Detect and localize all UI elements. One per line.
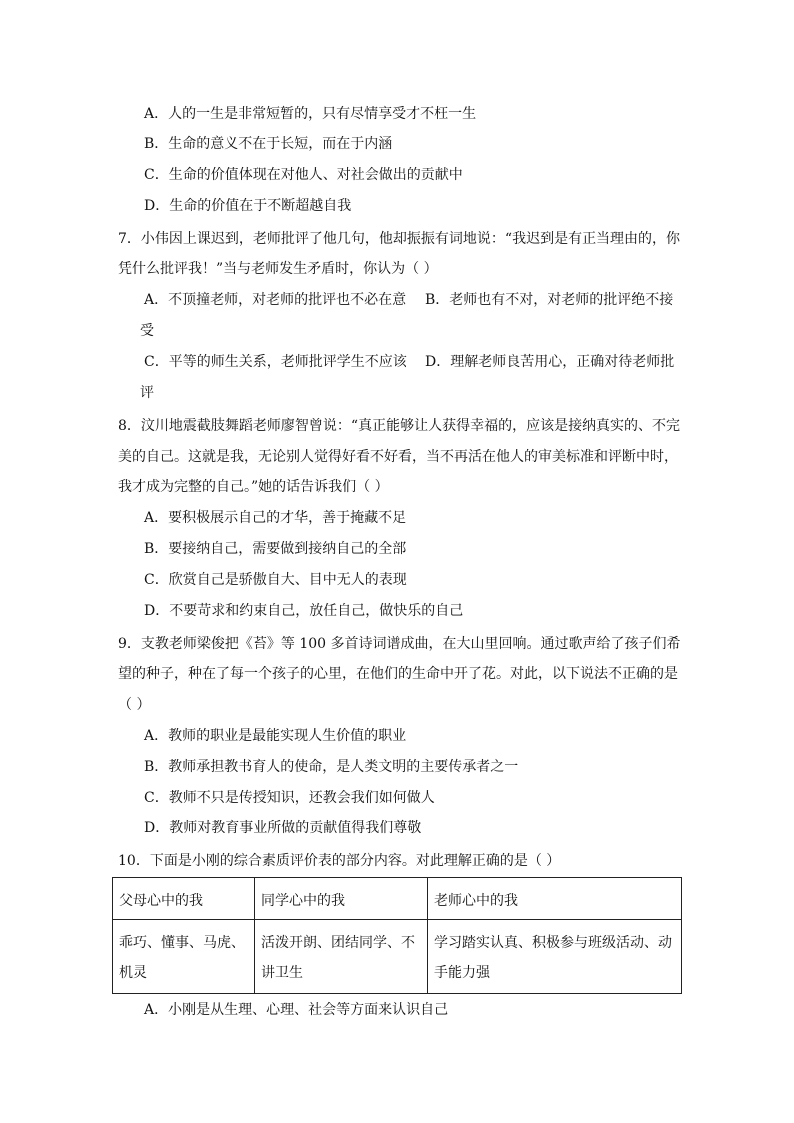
cell-line: 机灵: [119, 965, 147, 981]
cell-parents-view: [113, 920, 255, 994]
cell-line: 乖巧、懂事、马虎、: [119, 935, 245, 951]
cell-line: 手能力强: [434, 965, 490, 981]
q6-option-c: C．生命的价值体现在对他人、对社会做出的贡献中: [144, 167, 463, 183]
cell-line: 讲卫生: [261, 965, 303, 981]
q8-option-d: D．不要苛求和约束自己，放任自己，做快乐的自己: [144, 603, 464, 619]
table-row: [113, 920, 682, 994]
q8-option-b: B．要接纳自己，需要做到接纳自己的全部: [144, 541, 407, 557]
q7-stem-line-2: 凭什么批评我！”当与老师发生矛盾时，你认为（ ）: [118, 261, 438, 277]
q7-option-c: C．平等的师生关系，老师批评学生不应该: [144, 354, 407, 370]
q10-option-a: A．小刚是从生理、心理、社会等方面来认识自己: [144, 1002, 449, 1018]
q7-option-d: D．理解老师良苦用心，正确对待老师批: [425, 354, 675, 370]
cell-teachers-view: [428, 920, 682, 994]
q9-option-a: A．教师的职业是最能实现人生价值的职业: [144, 728, 407, 744]
q9-stem-line-3: （ ）: [118, 697, 151, 713]
q8-stem-line-2: 美的自己。这就是我，无论别人觉得好看不好看，当不再活在他人的审美标准和评断中时，: [118, 449, 678, 465]
table-header-row: [113, 878, 682, 920]
q8-option-c: C．欣赏自己是骄傲自大、目中无人的表现: [144, 572, 407, 588]
q6-option-a: A．人的一生是非常短暂的，只有尽情享受才不枉一生: [144, 106, 477, 122]
header-teachers-view: 老师心中的我: [428, 878, 682, 920]
q7-option-b-wrap: 受: [140, 323, 154, 339]
q7-option-d-wrap: 评: [140, 385, 154, 401]
header-classmates-view: 同学心中的我: [255, 878, 428, 920]
cell-line: 学习踏实认真、积极参与班级活动、动: [434, 935, 672, 951]
cell-line: 活泼开朗、团结同学、不: [261, 935, 415, 951]
q8-stem-line-1: 8．汶川地震截肢舞蹈老师廖智曾说：“真正能够让人获得幸福的，应该是接纳真实的、不完: [118, 418, 681, 434]
q9-stem-line-2: 望的种子，种在了每一个孩子的心里，在他们的生命中开了花。对此，以下说法不正确的是: [118, 666, 678, 682]
q7-stem-line-1: 7．小伟因上课迟到，老师批评了他几句，他却振振有词地说：“我迟到是有正当理由的，你: [118, 231, 681, 247]
q7-option-b: B．老师也有不对，对老师的批评绝不接: [425, 292, 674, 308]
q6-option-d: D．生命的价值在于不断超越自我: [144, 198, 352, 214]
q9-option-c: C．教师不只是传授知识，还教会我们如何做人: [144, 790, 435, 806]
q6-option-b: B．生命的意义不在于长短，而在于内涵: [144, 136, 393, 152]
q9-stem-line-1: 9．支教老师梁俊把《苔》等 100 多首诗词谱成曲，在大山里回响。通过歌声给了孩子们希: [118, 636, 681, 652]
q9-option-d: D．教师对教育事业所做的贡献值得我们尊敬: [144, 820, 422, 836]
q8-stem-line-3: 我才成为完整的自己。”她的话告诉我们（ ）: [118, 479, 389, 495]
evaluation-table: [112, 877, 682, 994]
cell-classmates-view: [255, 920, 428, 994]
header-parents-view: 父母心中的我: [113, 878, 255, 920]
q10-stem: 10．下面是小刚的综合素质评价表的部分内容。对此理解正确的是（ ）: [118, 853, 561, 869]
q7-option-a: A．不顶撞老师，对老师的批评也不必在意: [144, 292, 407, 308]
q8-option-a: A．要积极展示自己的才华，善于掩藏不足: [144, 510, 407, 526]
q9-option-b: B．教师承担教书育人的使命，是人类文明的主要传承者之一: [144, 759, 519, 775]
